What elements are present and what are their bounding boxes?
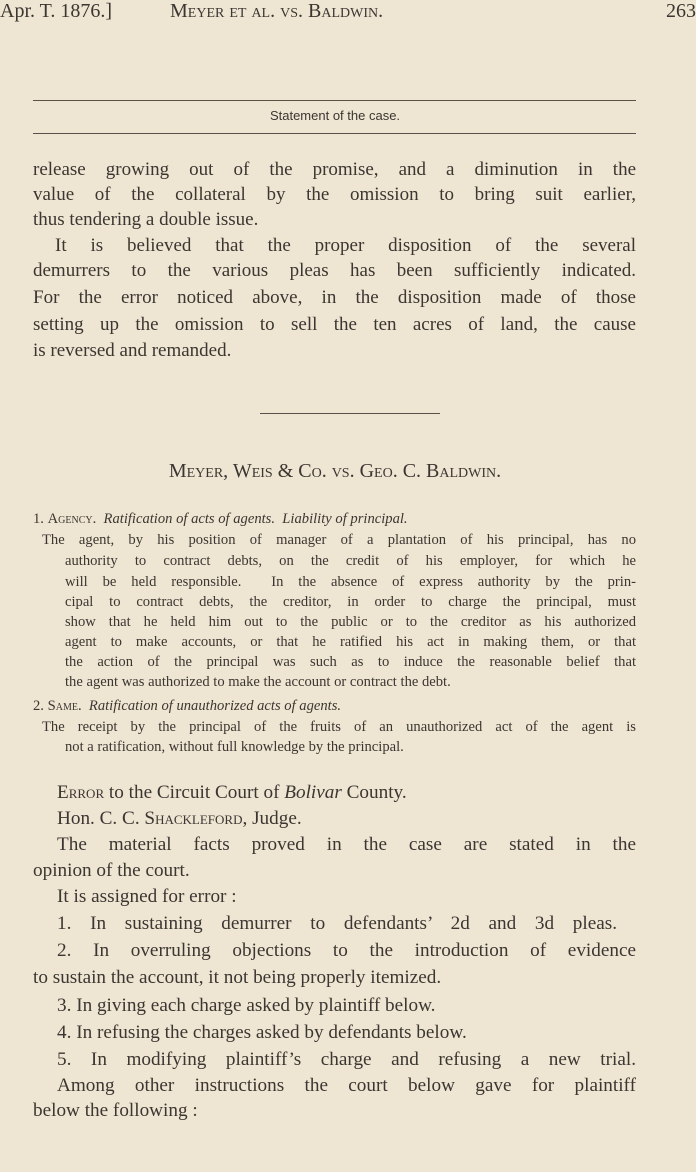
section-rule (33, 133, 636, 134)
headnote-number: 2. (33, 698, 44, 714)
text-line: 4. In refusing the charges asked by defendants below. (57, 1022, 467, 1043)
text-line: release growing out of the promise, and a diminution in the (33, 159, 636, 180)
section-heading: Statement of the case. (269, 108, 401, 123)
headnote-number: 1. (33, 511, 44, 527)
text-line: cipal to contract debts, the creditor, in order to charge the principal, must (65, 594, 636, 610)
text-line: 2. In overruling objections to the introduction of evidence (57, 940, 636, 961)
header-rule (33, 100, 636, 101)
text-line: The receipt by the principal of the fruits of an unauthorized act of the agent is (42, 719, 636, 735)
text-line: It is assigned for error : (57, 886, 237, 907)
text-line: authority to contract debts, on the credit of his employer, for which he (65, 553, 636, 569)
text-line: the action of the principal was such as to induce the reasonable belief that (65, 654, 636, 670)
judge-name: Shackleford (144, 808, 243, 829)
county-name: Bolivar (284, 782, 342, 803)
text-line: demurrers to the various pleas has been sufficiently indicated. (33, 260, 636, 281)
text-line: The material facts proved in the case are stated in the (57, 834, 636, 855)
case-title: Meyer, Weis & Co. vs. Geo. C. Baldwin. (168, 460, 502, 482)
text-line: For the error noticed above, in the disposition made of those (33, 287, 636, 308)
text-line: 1. In sustaining demurrer to defendants’ 2d and 3d pleas. (57, 913, 617, 934)
text-line: the agent was authorized to make the account or contract the debt. (65, 674, 451, 690)
text-line: will be held responsible. In the absence of express authority by the prin- (65, 574, 636, 590)
text-line: agent to make accounts, or that he ratified his act in making them, or that (65, 634, 636, 650)
text: County. (341, 782, 407, 803)
text-line: opinion of the court. (33, 860, 190, 881)
text-line: It is believed that the proper disposition of the several (55, 235, 636, 256)
text-line: show that he held him out to the public or to the creditor as his authorized (65, 614, 636, 630)
text-line: Among other instructions the court below gave for plaintiff (57, 1075, 636, 1096)
text-line: 3. In giving each charge asked by plaintiff below. (57, 995, 436, 1016)
text-line: to sustain the account, it not being properly itemized. (33, 967, 442, 988)
text-line: The agent, by his position of manager of a plantation of his principal, has no (42, 532, 636, 548)
text: to the Circuit Court of (104, 782, 285, 803)
running-title: Meyer et al. vs. Baldwin. (170, 0, 384, 22)
headnote-topic: Same. (47, 698, 82, 714)
term-label: Apr. T. 1876.] (0, 0, 113, 22)
text-line: setting up the omission to sell the ten acres of land, the cause (33, 314, 636, 335)
headnote-title: Ratification of unauthorized acts of agents. (88, 698, 342, 714)
headnote-topic: Agency. (47, 511, 97, 527)
text: , Judge. (242, 808, 302, 829)
case-divider (260, 413, 440, 414)
text-line: 5. In modifying plaintiff’s charge and refusing a new trial. (57, 1049, 636, 1070)
text-line: below the following : (33, 1100, 198, 1121)
text-line: value of the collateral by the omission to bring suit earlier, (33, 184, 636, 205)
text-line: is reversed and remanded. (33, 340, 232, 361)
running-header (0, 0, 696, 26)
headnote-title: Ratification of acts of agents. Liability of principal. (103, 511, 408, 527)
text-line: not a ratification, without full knowledge by the principal. (65, 739, 404, 755)
page-number: 263 (666, 0, 696, 22)
text: Hon. C. C. (57, 808, 145, 829)
text-line: thus tendering a double issue. (33, 209, 259, 230)
error-label: Error (57, 782, 105, 803)
